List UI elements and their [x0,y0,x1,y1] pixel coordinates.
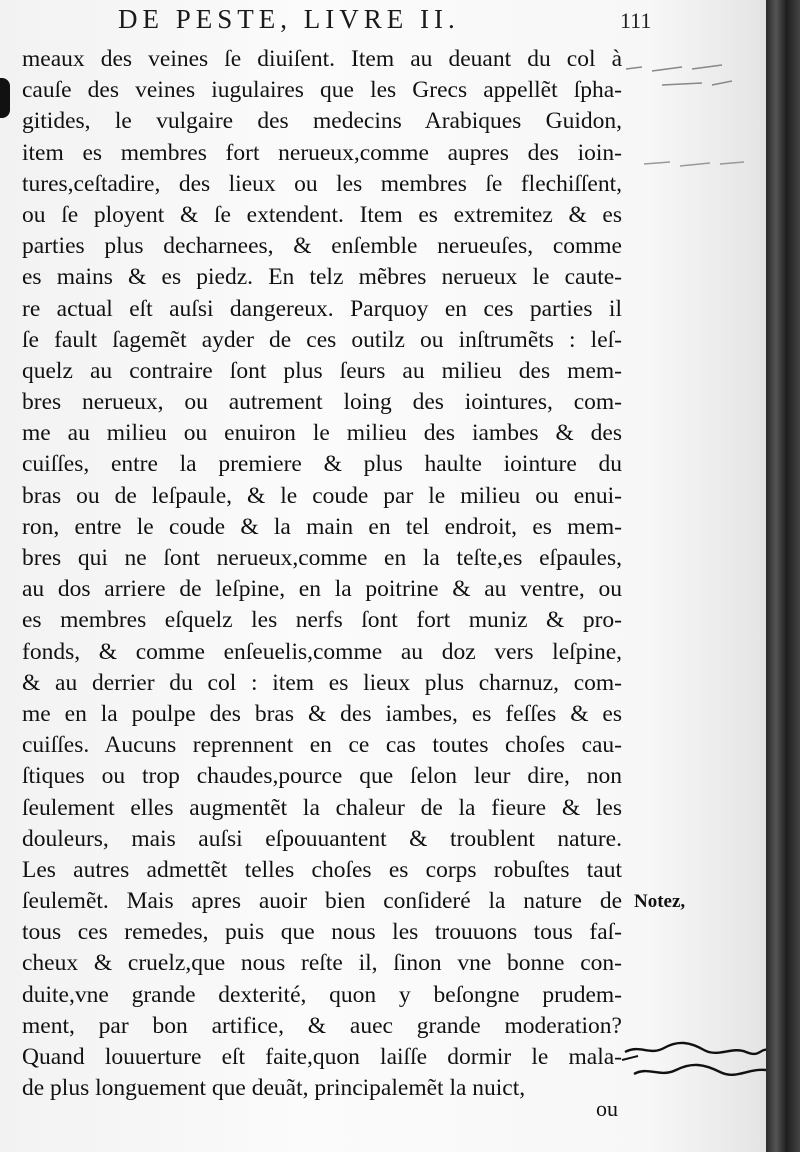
text-line: de plus longuement que deuãt, principalemẽt la nuict, [22,1075,526,1102]
text-line: es mains & es piedz. En telz mẽbres nerueux le caute- [22,264,622,291]
handwritten-annotation [620,1030,766,1090]
text-line: re actual eſt auſsi dangereux. Parquoy en ces parties il [22,295,622,322]
text-line: ſtiques ou trop chaudes,pource que ſelon leur dire, non [22,763,622,790]
text-line: ron, entre le coude & la main en tel endroit, es mem- [22,513,622,540]
marginal-note: Notez, [634,891,686,912]
bleed-through-marks [640,150,750,180]
text-line: bres qui ne ſont nerueux,comme en la teſte,es eſpaules, [22,545,622,571]
body-text [22,44,622,1104]
text-line: es membres eſquelz les nerfs ſont fort muniz & pro- [22,607,622,634]
page-edge-mark [0,78,10,118]
text-line: quelz au contraire ſont plus ſeurs au milieu des mem- [22,357,622,384]
text-line: & au derrier du col : item es lieux plus charnuz, com- [22,669,622,696]
text-line: gitides, le vulgaire des medecins Arabiques Guidon, [22,108,622,135]
text-line: cheux & cruelz,que nous reſte il, ſinon vne bonne con- [22,950,622,977]
text-line: au dos arriere de leſpine, en la poitrine & au ventre, ou [22,576,622,603]
text-line: ou ſe ployent & ſe extendent. Item es extremitez & es [22,201,622,228]
text-line: item es membres fort nerueux,comme aupres des ioin- [22,139,622,166]
text-line: tous ces remedes, puis que nous les trouuons tous faſ- [22,919,622,946]
bleed-through-marks [622,55,762,95]
text-line: meaux des veines ſe diuiſent. Item au deuant du col à [22,46,622,72]
text-line: fonds, & comme enſeuelis,comme au doz vers leſpine, [22,638,622,665]
text-line: tures,ceſtadire, des lieux ou les membres ſe flechiſſent, [22,170,622,197]
text-line: ſeulemẽt. Mais apres auoir bien conſideré la nature de [22,888,622,915]
text-line: me au milieu ou enuiron le milieu des iambes & des [22,420,622,447]
text-line: douleurs, mais auſsi eſpouuantent & troublent nature. [22,825,622,852]
text-line: me en la poulpe des bras & des iambes, es feſſes & es [22,700,622,727]
page-header [0,4,766,44]
text-line: Quand louuerture eſt faite,quon laiſſe dormir le mala- [22,1044,622,1070]
catchword: ou [596,1096,618,1121]
text-line: cauſe des veines iugulaires que les Grecs appellẽt ſpha- [22,77,622,104]
text-line: parties plus decharnees, & enſemble nerueuſes, comme [22,233,622,260]
book-spine-edge [766,0,800,1152]
text-line: bras ou de leſpaule, & le coude par le milieu ou enui- [22,482,622,509]
text-line: Les autres admettẽt telles choſes es corps robuſtes taut [22,856,622,883]
text-line: ſeulement elles augmentẽt la chaleur de la fieure & les [22,794,622,821]
text-line: ment, par bon artifice, & auec grande moderation? [22,1012,622,1039]
text-line: ſe fault ſagemẽt ayder de ces outilz ou inſtrumẽts : leſ- [22,326,622,353]
text-line: bres nerueux, ou autrement loing des iointures, com- [22,389,622,416]
text-line: cuiſſes, entre la premiere & plus haulte iointure du [22,451,622,478]
text-line: duite,vne grande dexterité, quon y beſongne prudem- [22,981,622,1008]
running-head: DE PESTE, LIVRE II. [118,4,460,34]
page-number: 111 [620,8,652,33]
text-line: cuiſſes. Aucuns reprennent en ce cas toutes choſes cau- [22,732,622,759]
